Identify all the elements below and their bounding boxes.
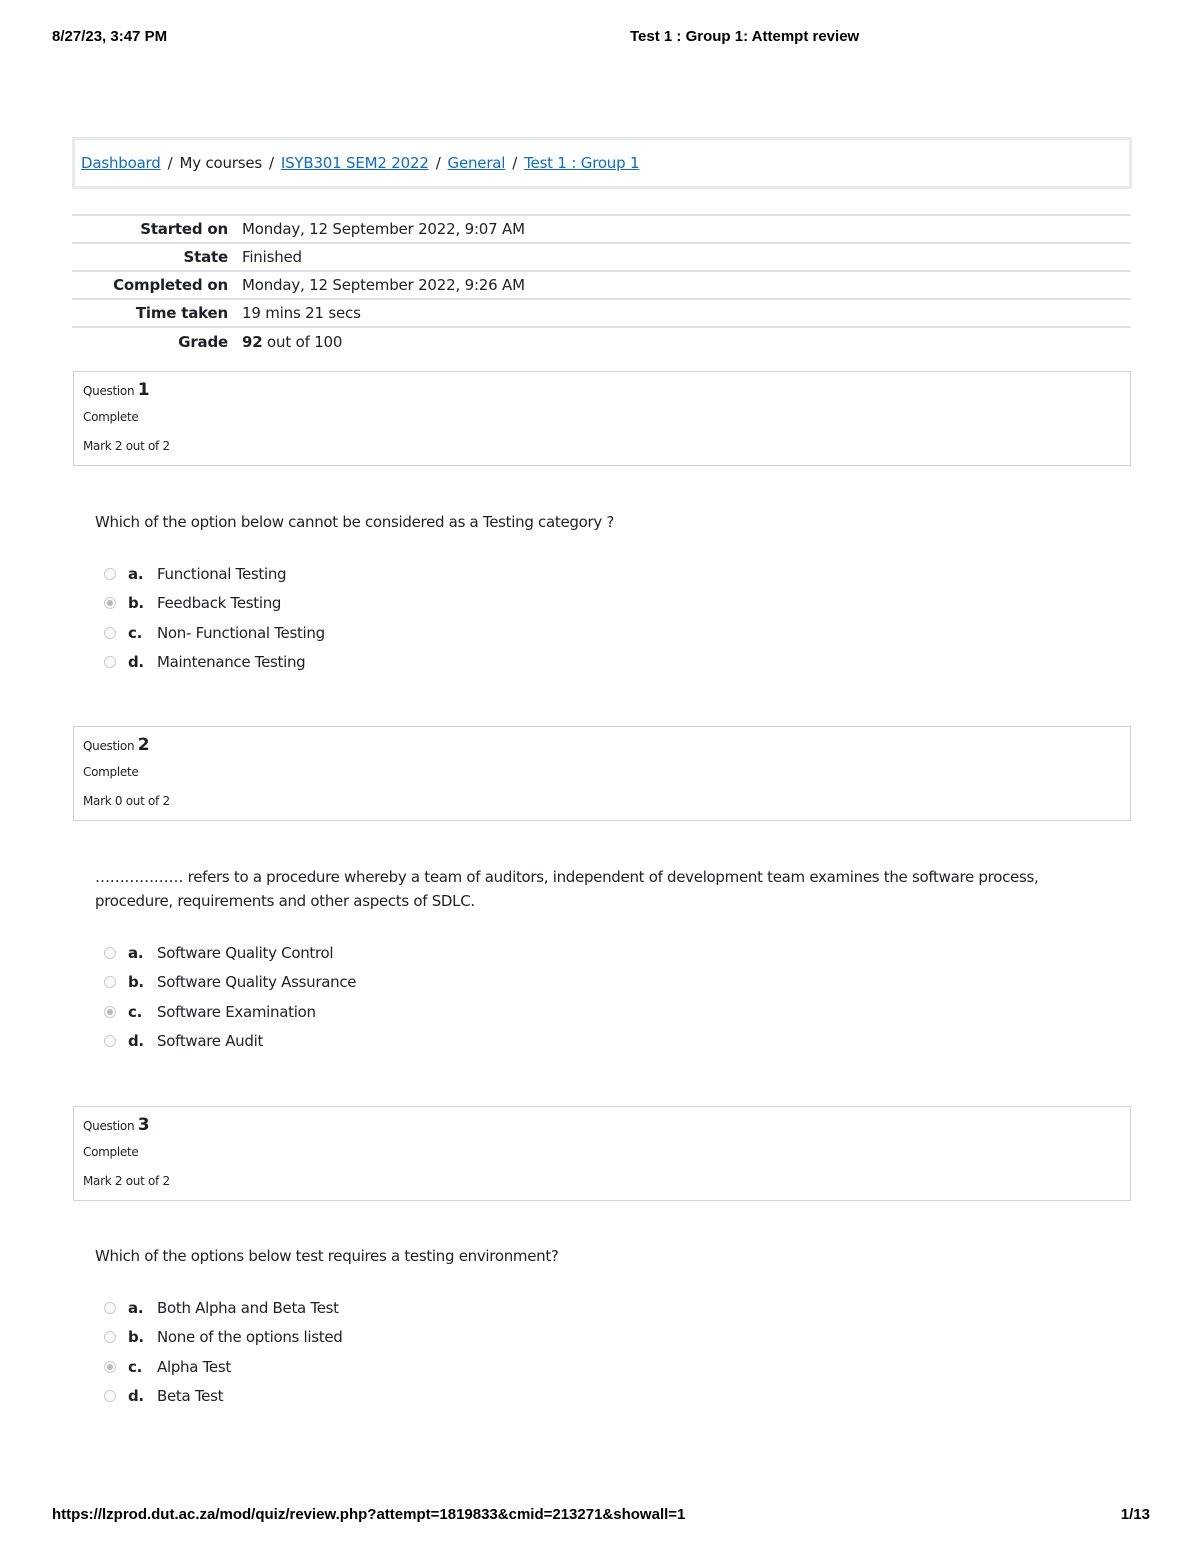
breadcrumb-separator: / <box>269 154 274 172</box>
radio-button[interactable] <box>104 976 116 988</box>
question-state: Complete <box>83 765 139 779</box>
radio-button[interactable] <box>104 568 116 580</box>
radio-button[interactable] <box>104 627 116 639</box>
answer-letter: a. <box>128 944 144 962</box>
question-info-box <box>73 1106 1131 1201</box>
print-page-title: Test 1 : Group 1: Attempt review <box>630 28 860 45</box>
answer-text: Maintenance Testing <box>157 652 306 671</box>
answer-text: Software Examination <box>157 1002 316 1021</box>
answer-text: Software Audit <box>157 1031 264 1050</box>
answer-letter: b. <box>128 1328 144 1347</box>
answer-letter: a. <box>128 1299 144 1317</box>
question-number <box>83 735 149 755</box>
summary-value <box>242 327 1131 355</box>
question-info-box <box>73 726 1131 821</box>
question-text: ……………… refers to a procedure whereby a team of auditors, independent of development team examines the software process, procedure, requirements and other aspects of SDLC. <box>95 868 1039 910</box>
radio-button[interactable] <box>104 1035 116 1047</box>
radio-button-selected[interactable] <box>104 1361 116 1373</box>
page-number: 1/13 <box>1120 1506 1150 1523</box>
summary-label: Time taken <box>135 304 228 322</box>
answer-letter: c. <box>128 623 142 642</box>
breadcrumb-separator: / <box>167 154 173 172</box>
question-state: Complete <box>83 1145 139 1159</box>
question-state: Complete <box>83 410 139 424</box>
answer-letter: d. <box>128 1031 144 1050</box>
print-header <box>52 28 1148 48</box>
summary-label: State <box>183 248 228 266</box>
radio-button-selected[interactable] <box>104 1006 116 1018</box>
answer-letter: b. <box>128 973 144 992</box>
question-mark: Mark 2 out of 2 <box>83 439 170 453</box>
summary-value: Finished <box>242 248 302 266</box>
breadcrumb-section-link[interactable]: General <box>447 154 506 172</box>
answer-text: Non- Functional Testing <box>157 623 325 642</box>
answer-letter: c. <box>128 1002 142 1021</box>
question-number-value: 1 <box>137 380 150 400</box>
question-label: Question <box>83 739 135 753</box>
question-number-value: 3 <box>137 1115 150 1135</box>
question-text: Which of the option below cannot be considered as a Testing category ? <box>95 513 615 531</box>
summary-value: Monday, 12 September 2022, 9:26 AM <box>242 276 525 294</box>
breadcrumb-course-link[interactable]: ISYB301 SEM2 2022 <box>280 154 429 172</box>
radio-button[interactable] <box>104 1331 116 1343</box>
summary-row-state <box>72 243 1131 271</box>
question-text: Which of the options below test requires a testing environment? <box>95 1247 559 1265</box>
summary-row-time-taken <box>72 299 1131 327</box>
answer-letter: d. <box>128 652 144 671</box>
print-url: https://lzprod.dut.ac.za/mod/quiz/review.php?attempt=1819833&cmid=213271&showall=1 <box>52 1506 686 1523</box>
answer-letter: b. <box>128 594 144 613</box>
breadcrumb-quiz-link[interactable]: Test 1 : Group 1 <box>524 154 640 172</box>
breadcrumb-my-courses: My courses <box>179 154 262 172</box>
print-date: 8/27/23, 3:47 PM <box>52 28 168 45</box>
print-footer <box>52 1506 1150 1526</box>
question-number <box>83 1115 149 1135</box>
radio-button[interactable] <box>104 656 116 668</box>
question-number <box>83 380 149 400</box>
question-label: Question <box>83 384 135 398</box>
breadcrumb-container <box>72 137 1132 189</box>
answer-text: Software Quality Assurance <box>157 973 357 992</box>
answer-text: Beta Test <box>157 1386 224 1405</box>
summary-label: Completed on <box>113 276 228 294</box>
summary-row-grade <box>72 327 1131 355</box>
breadcrumb-dashboard-link[interactable]: Dashboard <box>81 154 161 172</box>
answer-letter: c. <box>128 1357 142 1376</box>
summary-value: Monday, 12 September 2022, 9:07 AM <box>242 220 525 238</box>
question-number-value: 2 <box>137 735 150 755</box>
summary-value: 19 mins 21 secs <box>242 304 361 322</box>
radio-button[interactable] <box>104 1302 116 1314</box>
answer-text: None of the options listed <box>157 1328 343 1347</box>
answer-text: Functional Testing <box>157 565 287 583</box>
answer-letter: a. <box>128 565 144 583</box>
answer-text: Feedback Testing <box>157 594 282 613</box>
answer-text: Alpha Test <box>157 1357 231 1376</box>
summary-label: Grade <box>178 332 228 351</box>
attempt-summary-table <box>72 214 1131 355</box>
summary-row-started <box>72 215 1131 243</box>
question-mark: Mark 2 out of 2 <box>83 1174 170 1188</box>
grade-suffix: out of 100 <box>262 332 343 351</box>
summary-row-completed <box>72 271 1131 299</box>
breadcrumb-separator: / <box>512 154 518 172</box>
answer-text: Both Alpha and Beta Test <box>157 1299 339 1317</box>
answer-letter: d. <box>128 1386 144 1405</box>
radio-button[interactable] <box>104 1390 116 1402</box>
question-label: Question <box>83 1119 135 1133</box>
breadcrumb-separator: / <box>435 154 441 172</box>
radio-button-selected[interactable] <box>104 597 116 609</box>
radio-button[interactable] <box>104 947 116 959</box>
grade-score: 92 <box>242 332 263 351</box>
breadcrumb <box>81 154 639 172</box>
question-info-box <box>73 371 1131 466</box>
summary-label: Started on <box>140 220 228 238</box>
answer-text: Software Quality Control <box>157 944 334 962</box>
question-mark: Mark 0 out of 2 <box>83 794 170 808</box>
